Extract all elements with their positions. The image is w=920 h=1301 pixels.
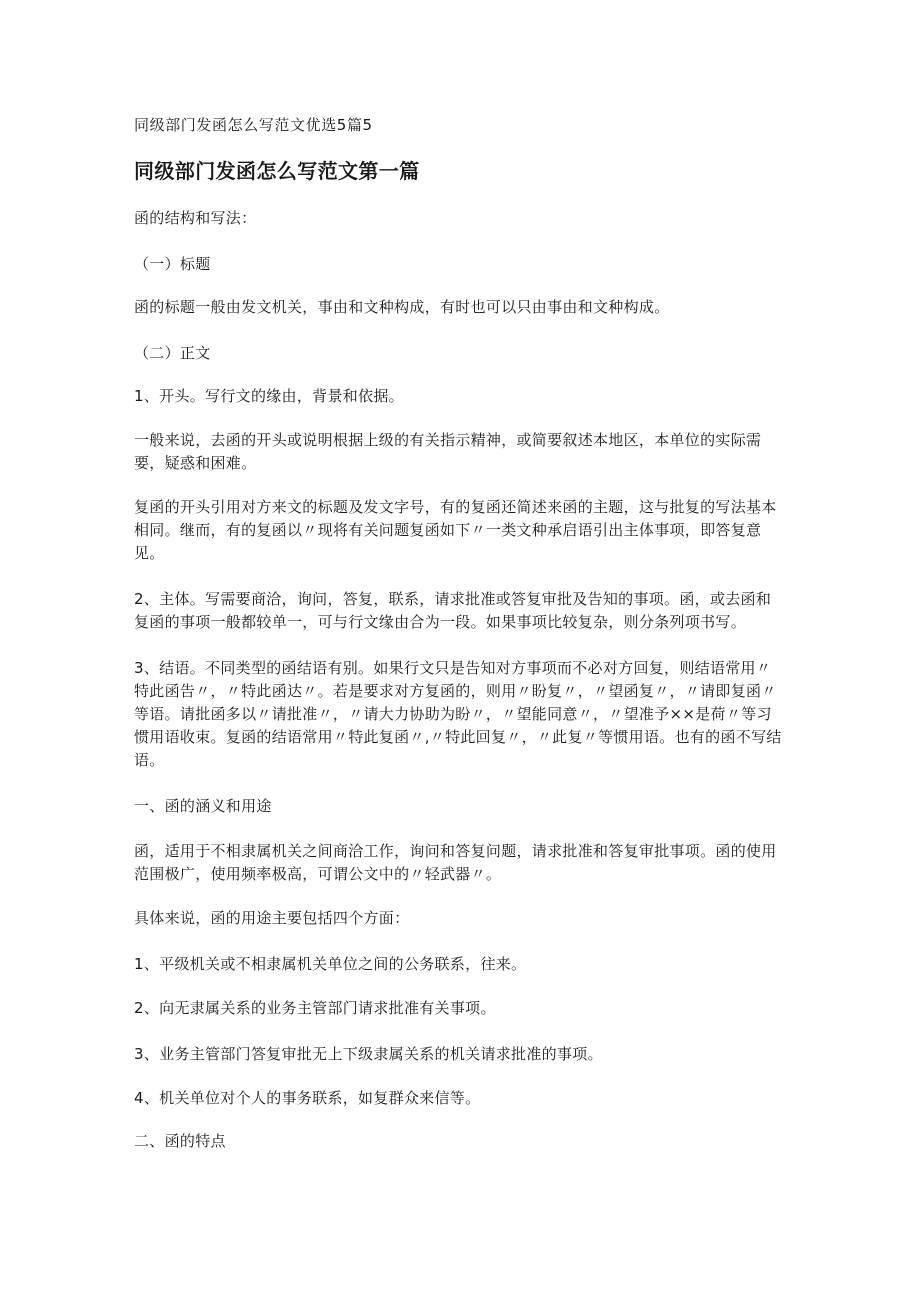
paragraph: 2、向无隶属关系的业务主管部门请求批准有关事项。 [134,999,496,1017]
paragraph: 函的结构和写法： [134,209,257,227]
paragraph: 3、业务主管部门答复审批无上下级隶属关系的机关请求批准的事项。 [134,1045,603,1063]
document-title: 同级部门发函怎么写范文优选5篇5 [134,116,373,134]
paragraph: 函的标题一般由发文机关，事由和文种构成，有时也可以只由事由和文种构成。 [134,298,670,316]
paragraph: 一般来说，去函的开头或说明根据上级的有关指示精神，或简要叙述本地区，本单位的实际需要，疑惑和困难。 [134,431,762,472]
paragraph: 函，适用于不相隶属机关之间商洽工作，询问和答复问题，请求批准和答复审批事项。函的使用范围极广，使用频率极高，可谓公文中的〃轻武器〃。 [134,842,777,883]
paragraph: 具体来说，函的用途主要包括四个方面： [134,909,410,927]
paragraph: 3、结语。不同类型的函结语有别。如果行文只是告知对方事项而不必对方回复，则结语常用〃特此函告〃，〃特此函达〃。若是要求对方复函的，则用〃盼复〃，〃望函复〃，〃请即复函〃等语。请批函多以〃请批准〃，〃请大力协助为盼〃，〃望能同意〃，〃望准予××是荷〃等习惯用语收束。复函的结语常用〃特此复函〃,〃特此回复〃，〃此复〃等惯用语。也有的函不写结语。 [134,659,782,769]
section-heading: 同级部门发函怎么写范文第一篇 [134,159,420,183]
paragraph: （二）正文 [134,344,211,362]
paragraph: 一、函的涵义和用途 [134,797,272,815]
paragraph: 1、平级机关或不相隶属机关单位之间的公务联系，往来。 [134,955,527,973]
paragraph: 二、函的特点 [134,1132,226,1150]
paragraph: 2、主体。写需要商洽，询问，答复，联系，请求批准或答复审批及告知的事项。函，或去函和复函的事项一般都较单一，可与行文缘由合为一段。如果事项比较复杂，则分条列项书写。 [134,590,772,631]
paragraph: 复函的开头引用对方来文的标题及发文字号，有的复函还简述来函的主题，这与批复的写法基本相同。继而，有的复函以〃现将有关问题复函如下〃一类文种承启语引出主体事项，即答复意见。 [134,498,777,562]
paragraph: 1、开头。写行文的缘由，背景和依据。 [134,387,404,405]
paragraph: （一）标题 [134,255,211,273]
paragraph: 4、机关单位对个人的事务联系，如复群众来信等。 [134,1089,481,1107]
